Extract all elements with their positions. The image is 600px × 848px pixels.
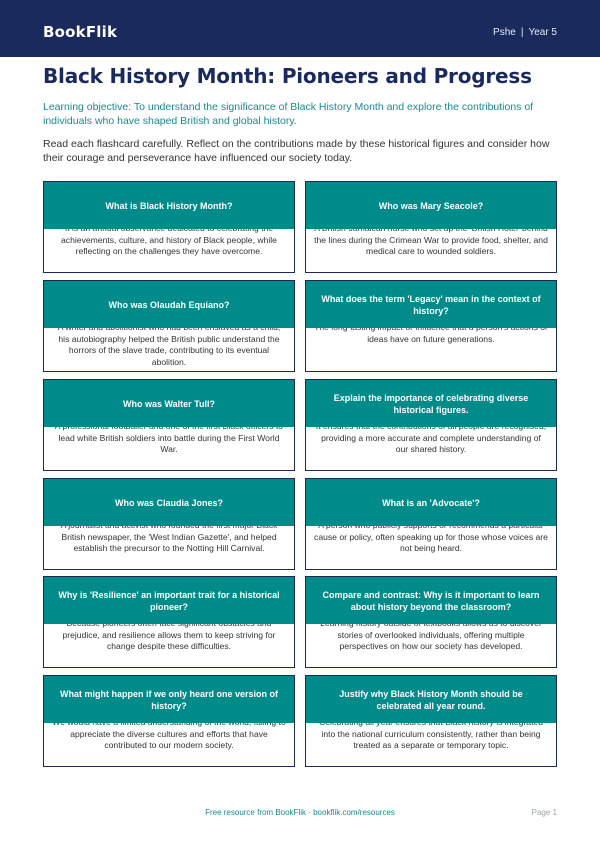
flashcard-question: What might happen if we only heard one version of history? bbox=[59, 688, 279, 711]
flashcard[interactable] bbox=[305, 181, 557, 273]
flashcard-question: What is Black History Month? bbox=[105, 200, 233, 211]
flashcard-question-panel bbox=[44, 479, 294, 526]
flashcard-answer: stories of overlooked individuals, offering multiple perspectives on how our society has developed. bbox=[337, 629, 525, 651]
flashcard-question: What does the term 'Legacy' mean in the context of history? bbox=[321, 293, 541, 316]
intro-text: Read each flashcard carefully. Reflect on the contributions made by these historical figures and consider how their courage and perseverance have influenced our society today. bbox=[43, 138, 550, 164]
flashcard[interactable] bbox=[305, 675, 557, 767]
flashcard[interactable] bbox=[305, 379, 557, 471]
flashcard[interactable] bbox=[43, 675, 295, 767]
flashcard[interactable] bbox=[43, 379, 295, 471]
flashcard-question-panel bbox=[44, 281, 294, 328]
breadcrumb-separator: | bbox=[520, 27, 524, 38]
flashcard-question: Explain the importance of celebrating diverse historical figures. bbox=[333, 392, 529, 415]
flashcard-answer: providing a more accurate and complete understanding of our shared history. bbox=[321, 432, 541, 454]
subject-label: Pshe bbox=[493, 27, 516, 38]
flashcard-question-panel bbox=[44, 676, 294, 723]
flashcard-question: Justify why Black History Month should be celebrated all year round. bbox=[339, 688, 523, 711]
flashcard-question-panel bbox=[306, 281, 556, 328]
footer-credit[interactable]: Free resource from BookFlik · bookflik.com/resources bbox=[205, 808, 395, 817]
flashcard[interactable] bbox=[43, 576, 295, 668]
flashcard-answer: the lines during the Crimean War to provide food, shelter, and medical care to wounded soldiers. bbox=[314, 234, 548, 256]
flashcard[interactable] bbox=[305, 280, 557, 372]
flashcard-answer: appreciate the diverse cultures and efforts that have contributed to our modern society. bbox=[70, 728, 268, 750]
flashcard-answer: ideas have on future generations. bbox=[367, 333, 495, 344]
flashcard-question-panel bbox=[44, 182, 294, 229]
flashcard-question-panel bbox=[306, 380, 556, 427]
year-label: Year 5 bbox=[528, 27, 557, 38]
flashcard-question: Who was Olaudah Equiano? bbox=[108, 299, 230, 310]
flashcard-question: Why is 'Resilience' an important trait for a historical pioneer? bbox=[58, 589, 280, 612]
flashcard-answer: achievements, culture, and history of Black people, while reflecting on the challenges they have overcome. bbox=[61, 234, 277, 256]
header-bar bbox=[0, 0, 600, 57]
flashcard[interactable] bbox=[43, 478, 295, 570]
flashcard-question: Who was Claudia Jones? bbox=[114, 497, 224, 508]
flashcard-answer: British newspaper, the 'West Indian Gazette', and helped establish the precursor to the Notting Hill Carnival. bbox=[61, 531, 277, 553]
learning-objective: Learning objective: To understand the significance of Black History Month and explore the contributions of individuals who have shaped British and global history. bbox=[43, 101, 534, 127]
flashcard-question: What is an 'Advocate'? bbox=[382, 497, 480, 508]
brand-logo[interactable]: BookFlik bbox=[43, 23, 118, 41]
flashcard-answer: cause or policy, often speaking up for those whose voices are not being heard. bbox=[314, 531, 548, 553]
page-title: Black History Month: Pioneers and Progress bbox=[43, 64, 532, 88]
flashcard-answer: into the national curriculum consistently, rather than being treated as a separate or temporary topic. bbox=[321, 728, 541, 750]
flashcard-question-panel bbox=[306, 577, 556, 624]
page-number: Page 1 bbox=[531, 808, 557, 817]
flashcard-question-panel bbox=[44, 577, 294, 624]
flashcard-answer: lead white British soldiers into battle during the First World War. bbox=[58, 432, 280, 454]
flashcard[interactable] bbox=[305, 576, 557, 668]
flashcard[interactable] bbox=[305, 478, 557, 570]
flashcard[interactable] bbox=[43, 280, 295, 372]
header-breadcrumb bbox=[493, 27, 557, 38]
flashcard-answer: prejudice, and resilience allows them to keep striving for change despite these difficulties. bbox=[62, 629, 276, 651]
flashcard-question: Who was Mary Seacole? bbox=[378, 200, 484, 211]
flashcard[interactable] bbox=[43, 181, 295, 273]
flashcard-question-panel bbox=[44, 380, 294, 427]
flashcard-question-panel bbox=[306, 182, 556, 229]
flashcard-question-panel bbox=[306, 479, 556, 526]
flashcard-answer: his autobiography helped the British public understand the horrors of the slave trade, contributing to its eventual abolition. bbox=[58, 333, 280, 367]
flashcard-question-panel bbox=[306, 676, 556, 723]
flashcard-question: Compare and contrast: Why is it important to learn about history beyond the classroom? bbox=[322, 589, 540, 612]
flashcard-question: Who was Walter Tull? bbox=[123, 398, 215, 409]
